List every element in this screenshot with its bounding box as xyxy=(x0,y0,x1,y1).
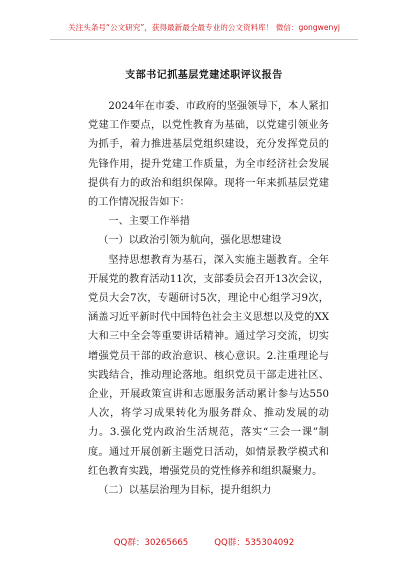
subsection-heading: （二）以基层治理为目标，提升组织力 xyxy=(98,485,272,497)
body-paragraph: 坚持思想教育为基石，深入实施主题教育。全年开展党的教育活动11次，支部委员会召开13次会议，党员大会7次，专题研讨5次，理论中心组学习9次，涵盖习近平新时代中国特色社会主义思想以及党的XX大和三中全会等重要讲话精神。通过学习交流，切实增强党员干部的政治意识、核心意识。2.注重理论与实践结合，推动理论落地。组织党员干部走进社区、企业，开展政策宣讲和志愿服务活动累计参与达550人次，将学习成果转化为服务群众、推动发展的动力。3.强化党内政治生活规范，落实“三会一课”制度。通过开展创新主题党日活动，如情景教学模式和红色教育实践，增强党员的党性修养和组织凝聚力。 xyxy=(88,254,329,477)
section-heading: 一、主要工作举措 xyxy=(108,216,190,228)
intro-paragraph: 2024年在市委、市政府的坚强领导下，本人紧扣党建工作要点，以党性教育为基础，以党建引领业务为抓手，着力推进基层党组织建设，充分发挥党员的先锋作用，提升党建工作质量，为全市经济社会发展提供有力的政治和组织保障。现将一年来抓基层党建的工作情况报告如下： xyxy=(88,101,329,209)
promo-header[interactable]: 关注头条号“公文研究”，获得最新最全最专业的公文资料库！ 微信：gongwenyj xyxy=(68,23,340,32)
header-divider xyxy=(50,39,358,40)
subsection-heading: （一）以政治引领为航向，强化思想建设 xyxy=(98,235,282,247)
qq-footer xyxy=(0,536,408,548)
document-body xyxy=(88,97,329,500)
qq-group-1[interactable]: QQ群：30265665 xyxy=(113,538,189,548)
qq-group-2[interactable]: QQ群：535304092 xyxy=(214,538,295,548)
document-title: 支部书记抓基层党建述职评议报告 xyxy=(125,70,283,81)
